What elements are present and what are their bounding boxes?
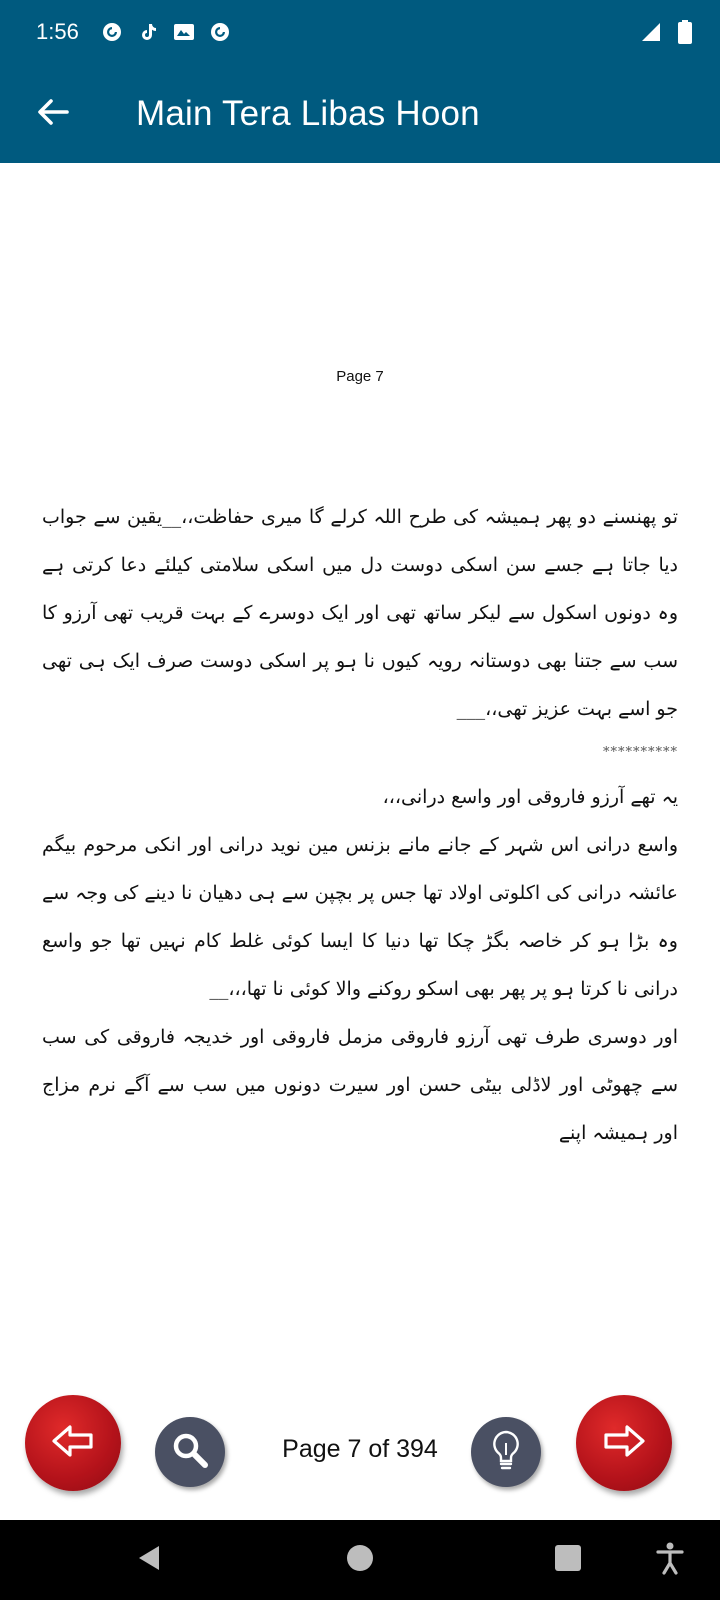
paragraph: واسع درانی اس شہر کے جانے مانے بزنس مین نوید درانی اور انکی مرحوم بیگم عائشہ درانی کی اکلوتی اولاد تھا جس پر بچپن سے ہی دھیان نا دینے کی وجہ سے وہ بڑا ہو کر خاصہ بگڑ چکا تھا دنیا کا ایسا کوئی غلط کام نہیں تھا جو واسع درانی نا کرتا ہو پر پھر بھی اسکو روکنے والا کوئی نا تھا،،،__ (42, 834, 678, 1000)
tiktok-icon (137, 21, 159, 43)
arrow-left-outline-icon (51, 1423, 95, 1463)
system-nav-bar (0, 1520, 720, 1600)
app-title: Main Tera Libas Hoon (136, 93, 480, 133)
system-status-icons (640, 21, 696, 43)
paragraph: اور دوسری طرف تھی آرزو فاروقی مزمل فاروقی اور خدیجہ فاروقی کی سب سے چھوٹی اور لاڈلی بیٹی حسن اور سیرت دونوں میں سب سے آگے نرم مزاج اور ہمیشہ اپنے (42, 1026, 678, 1144)
recents-square-icon (553, 1543, 583, 1577)
app-bar (0, 64, 720, 163)
arrow-right-outline-icon (602, 1423, 646, 1463)
nav-home-button[interactable] (340, 1540, 380, 1580)
notification-icons (101, 21, 231, 43)
paragraph: تو پھنسنے دو پھر ہمیشہ کی طرح اللہ کرلے گا میری حفاظت،،__یقین سے جواب دیا جاتا ہے جسے سن اسکی دوست دل میں اسکی سلامتی کیلئے دعا کرتی ہے وہ دونوں اسکول سے لیکر ساتھ تھی اور ایک دوسرے کے بہت قریب تھی آرزو کا سب سے جتنا بھی دوستانہ رویہ کیوں نا ہو پر اسکی دوست صرف ایک ہی تھی جو اسے بہت عزیز تھی،،___ (42, 506, 678, 720)
paragraph: یہ تھے آرزو فاروقی اور واسع درانی،،، (382, 786, 678, 808)
page-counter: Page 7 of 394 (282, 1435, 438, 1463)
status-bar (0, 0, 720, 64)
pocket-casts-icon (101, 21, 123, 43)
lightbulb-icon (490, 1429, 522, 1475)
nav-recents-button[interactable] (548, 1540, 588, 1580)
signal-icon (640, 21, 662, 43)
book-page[interactable] (0, 163, 720, 1400)
status-time: 1:56 (36, 19, 79, 44)
search-icon (170, 1430, 210, 1474)
battery-icon (674, 21, 696, 43)
back-triangle-icon (135, 1543, 165, 1577)
page-text (42, 493, 678, 1157)
section-divider: ********** (603, 745, 678, 760)
search-button[interactable] (155, 1417, 225, 1487)
hint-button[interactable] (471, 1417, 541, 1487)
sim-card-icon (173, 21, 195, 43)
next-page-button[interactable] (576, 1395, 672, 1491)
back-button[interactable] (18, 79, 88, 149)
page-header: Page 7 (336, 368, 384, 385)
previous-page-button[interactable] (25, 1395, 121, 1491)
accessibility-icon (655, 1541, 685, 1579)
arrow-left-icon (36, 95, 70, 133)
reader-controls (0, 1395, 720, 1505)
nav-back-button[interactable] (130, 1540, 170, 1580)
home-circle-icon (345, 1543, 375, 1577)
pocket-casts-icon (209, 21, 231, 43)
nav-accessibility-button[interactable] (650, 1540, 690, 1580)
